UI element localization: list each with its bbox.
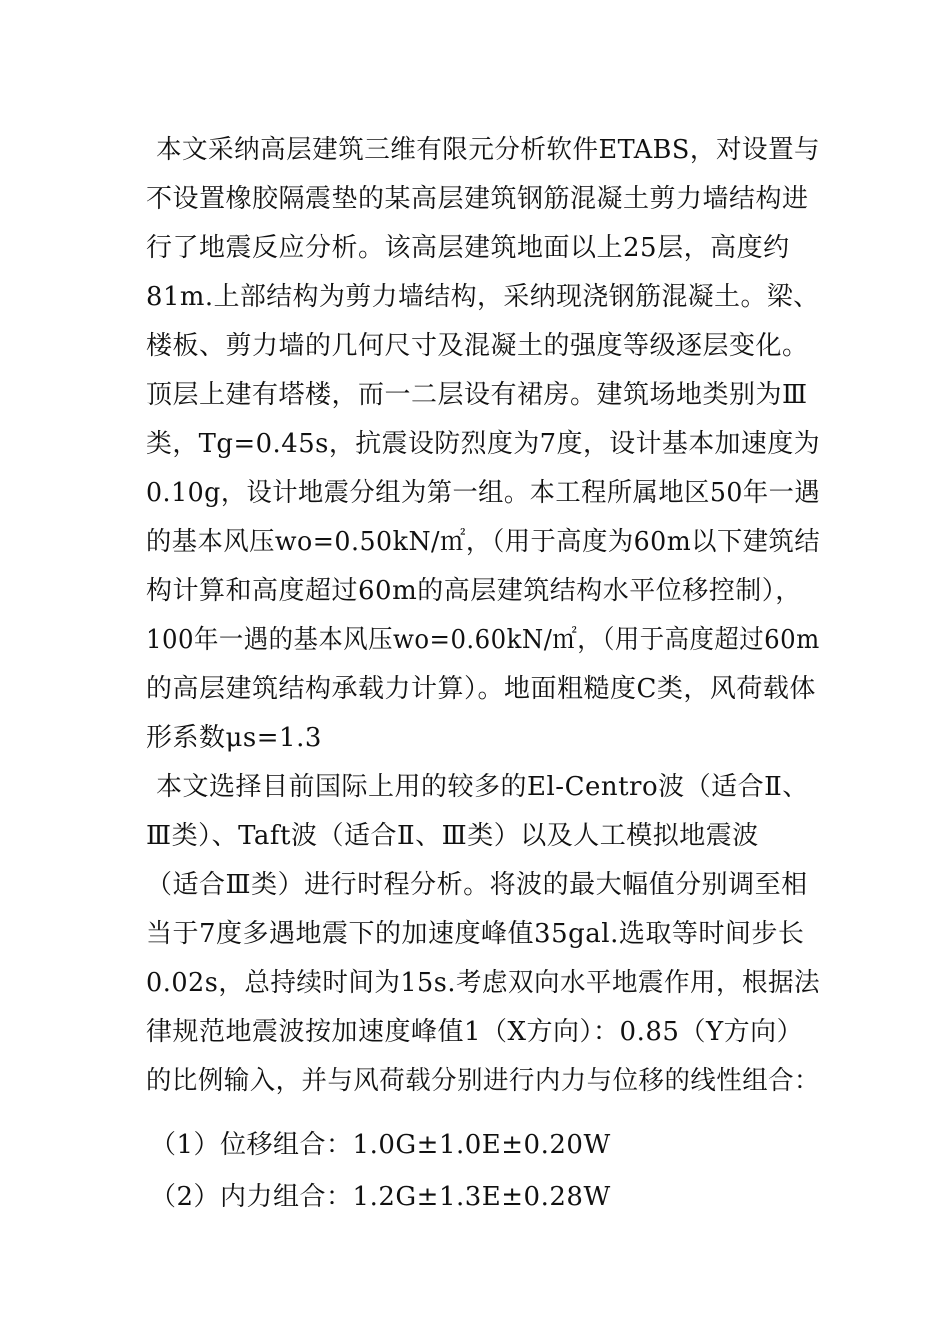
paragraph-1-line: 81m.上部结构为剪力墙结构，采纳现浇钢筋混凝土。梁、 (146, 282, 820, 312)
paragraph-1-line: 0.10g，设计地震分组为第一组。本工程所属地区50年一遇 (146, 478, 821, 508)
paragraph-1-line: 不设置橡胶隔震垫的某高层建筑钢筋混凝土剪力墙结构进 (146, 184, 809, 214)
paragraph-1-line: 类，Tg=0.45s，抗震设防烈度为7度，设计基本加速度为 (146, 429, 821, 459)
paragraph-2-line: （适合Ⅲ类）进行时程分析。将波的最大幅值分别调至相 (146, 870, 808, 900)
internal-force-combination: （2）内力组合：1.2G±1.3E±0.28W (150, 1182, 611, 1212)
paragraph-1-line: 本文采纳高层建筑三维有限元分析软件ETABS，对设置与 (156, 135, 821, 165)
paragraph-1-line: 100年一遇的基本风压wo=0.60kN/㎡，（用于高度超过60m (146, 625, 820, 655)
displacement-combination: （1）位移组合：1.0G±1.0E±0.20W (150, 1130, 611, 1160)
paragraph-1-line: 的高层建筑结构承载力计算）。地面粗糙度C类，风荷载体 (146, 674, 816, 704)
paragraph-2-line: 0.02s，总持续时间为15s.考虑双向水平地震作用，根据法 (146, 968, 820, 998)
paragraph-2-line: 的比例输入，并与风荷载分别进行内力与位移的线性组合： (146, 1066, 820, 1096)
paragraph-1-line: 构计算和高度超过60m的高层建筑结构水平位移控制）， (146, 576, 802, 606)
paragraph-1-line: 的基本风压wo=0.50kN/㎡，（用于高度为60m以下建筑结 (146, 527, 821, 557)
paragraph-1-line: 行了地震反应分析。该高层建筑地面以上25层，高度约 (146, 233, 790, 263)
paragraph-1-line: 顶层上建有塔楼，而一二层设有裙房。建筑场地类别为Ⅲ (146, 380, 808, 410)
paragraph-2-line: Ⅲ类）、Taft波（适合Ⅱ、Ⅲ类）以及人工模拟地震波 (146, 821, 759, 851)
paragraph-2-line: 本文选择目前国际上用的较多的El-Centro波（适合Ⅱ、 (156, 772, 809, 802)
paragraph-2-line: 当于7度多遇地震下的加速度峰值35gal.选取等时间步长 (146, 919, 805, 949)
paragraph-2-line: 律规范地震波按加速度峰值1（X方向）：0.85（Y方向） (146, 1017, 804, 1047)
paragraph-1-line: 楼板、剪力墙的几何尺寸及混凝土的强度等级逐层变化。 (146, 331, 809, 361)
paragraph-1-line: 形系数μs=1.3 (146, 723, 322, 753)
